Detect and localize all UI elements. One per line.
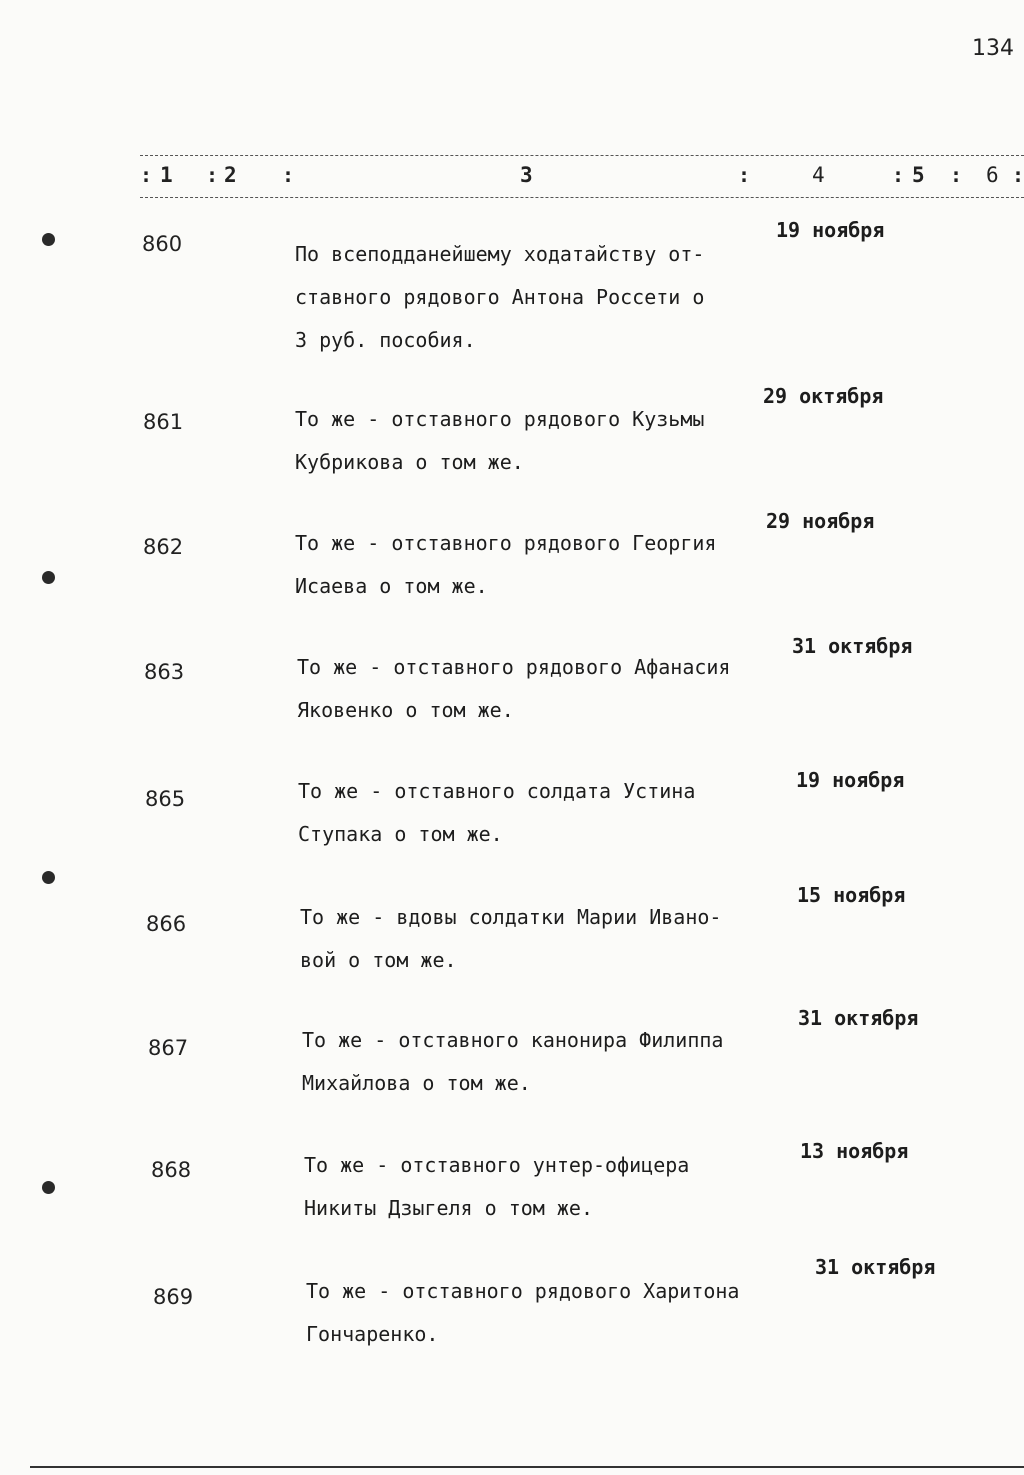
entry-date: 19 ноября bbox=[776, 218, 885, 242]
entry-number: 863 bbox=[144, 660, 185, 684]
column-separator: : bbox=[950, 163, 963, 187]
punch-hole-mark bbox=[42, 233, 55, 246]
header-rule-top bbox=[140, 155, 1024, 156]
entry-text: То же - отставного рядового Георгия Исаева о том же. bbox=[295, 531, 717, 598]
entry-text: То же - отставного рядового Кузьмы Кубрикова о том же. bbox=[295, 407, 705, 474]
entry-text: По всеподданейшему ходатайству от- ставного рядового Антона Россети о 3 руб. пособия. bbox=[295, 242, 705, 352]
punch-hole-mark bbox=[42, 571, 55, 584]
column-separator: : bbox=[206, 163, 219, 187]
entry-text: То же - вдовы солдатки Марии Ивано- вой о том же. bbox=[300, 905, 722, 972]
entry-date: 13 ноября bbox=[800, 1139, 909, 1163]
column-separator: : bbox=[282, 163, 295, 187]
entry-number: 860 bbox=[142, 232, 183, 256]
column-header-3: 3 bbox=[520, 163, 533, 187]
entry-date: 31 октября bbox=[792, 634, 913, 658]
entry-date: 29 октября bbox=[763, 384, 884, 408]
entry-number: 867 bbox=[148, 1036, 189, 1060]
entry-text: То же - отставного рядового Харитона Гончаренко. bbox=[306, 1279, 740, 1346]
punch-hole-mark bbox=[42, 1181, 55, 1194]
bottom-rule bbox=[30, 1466, 1024, 1468]
entry-text: То же - отставного рядового Афанасия Яковенко о том же. bbox=[297, 655, 731, 722]
entry-number: 868 bbox=[151, 1158, 192, 1182]
column-separator: : bbox=[892, 163, 905, 187]
entry-text: То же - отставного унтер-офицера Никиты Дзыгеля о том же. bbox=[304, 1153, 690, 1220]
page-number: 134 bbox=[972, 36, 1014, 61]
header-rule-bottom bbox=[140, 197, 1024, 198]
entry-date: 15 ноября bbox=[797, 883, 906, 907]
entry-number: 869 bbox=[153, 1285, 194, 1309]
column-header-1: 1 bbox=[160, 163, 173, 187]
entry-number: 861 bbox=[143, 410, 184, 434]
column-header-4: 4 bbox=[812, 163, 825, 187]
entry-date: 31 октября bbox=[798, 1006, 919, 1030]
entry-number: 866 bbox=[146, 912, 187, 936]
entry-number: 865 bbox=[145, 787, 186, 811]
entry-text: То же - отставного солдата Устина Ступака о том же. bbox=[298, 779, 696, 846]
punch-hole-mark bbox=[42, 871, 55, 884]
column-header-2: 2 bbox=[224, 163, 237, 187]
entry-date: 19 ноября bbox=[796, 768, 905, 792]
column-separator: : bbox=[738, 163, 751, 187]
column-separator: : bbox=[140, 163, 153, 187]
column-header-6: 6 bbox=[986, 163, 999, 187]
entry-date: 31 октября bbox=[815, 1255, 936, 1279]
column-separator: : bbox=[1012, 163, 1024, 187]
column-header-5: 5 bbox=[912, 163, 925, 187]
entry-text: То же - отставного канонира Филиппа Михайлова о том же. bbox=[302, 1028, 724, 1095]
entry-number: 862 bbox=[143, 535, 184, 559]
entry-date: 29 ноября bbox=[766, 509, 875, 533]
